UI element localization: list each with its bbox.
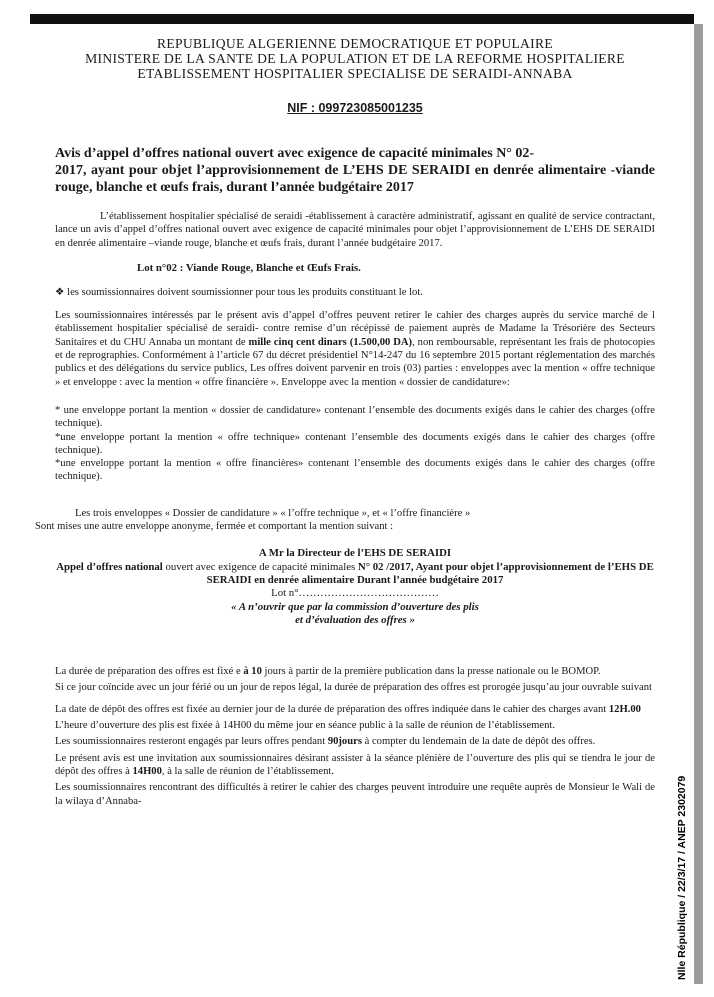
invitation-text-c: , à la salle de réunion de l’établissement.: [161, 765, 334, 777]
address-do-not-open-line2: et d’évaluation des offres »: [295, 613, 415, 626]
address-subject: [55, 561, 655, 588]
envelope-item-candidature: * une enveloppe portant la mention « dossier de candidature» contenant l’ensemble des documents exigés dans le cahier des charges (offre technique).: [55, 404, 655, 430]
deposit-hour: 12H.00: [608, 703, 641, 715]
publication-reference: Nlle République / 22/3/17 / ANEP 2302079: [676, 775, 688, 980]
invitation-text-a: Le présent avis est une invitation aux soumissionnaires désirant assister à la séance plénière de l’ouverture des plis qui se tiendra le jour de dépôt des offres à: [55, 752, 655, 777]
three-envelopes-line1: Les trois enveloppes « Dossier de candidature » « l’offre technique », et « l’offre financière »: [75, 507, 471, 519]
notice-title: [55, 145, 655, 196]
deposit-date: [55, 703, 655, 716]
lot-heading: Lot n°02 : Viande Rouge, Blanche et Œufs Frais.: [137, 261, 361, 274]
envelope-item-technique: *une enveloppe portant la mention « offre technique» contenant l’ensemble des documents exigés dans le cahier des charges (offre technique).: [55, 431, 655, 456]
right-border-bar: [694, 24, 703, 984]
envelope-list: [55, 404, 655, 484]
deposit-text-a: La date de dépôt des offres est fixée au dernier jour de la durée de préparation des offres indiquée dans le cahier des charges avant: [55, 703, 609, 715]
envelope-address-block: [55, 547, 655, 627]
header-line-establishment: ETABLISSEMENT HOSPITALIER SPECIALISE DE SERAIDI-ANNABA: [137, 66, 573, 81]
three-envelopes-paragraph: [35, 507, 655, 534]
invitation-hour: 14H00: [132, 765, 162, 777]
address-subject-c: N° 02 /2017, Ayant pour objet l’approvisionnement de l’EHS DE SERAIDI en denrée alimentaire Durant l’année budgétaire 2017: [206, 560, 654, 586]
diamond-bullet-icon: ❖: [55, 286, 65, 298]
preparation-days: à 10: [243, 666, 262, 678]
three-envelopes-line2: Sont mises une autre enveloppe anonyme, fermée et comportant la mention suivant :: [35, 521, 394, 533]
intro-paragraph: L’établissement hospitalier spécialisé de seraidi -établissement à caractère administratif, agissant en qualité de service contractant, lance un avis d’appel d’offres national ouvert avec exigence de capacité minimales pour objet l’approvisionnement de L’EHS DE SERAIDI en denrée alimentaire –viande rouge, blanche et œufs frais, durant l’année budgétaire 2017.: [55, 211, 655, 249]
preparation-text-c: jours à partir de la première publication dans la presse nationale ou le BOMOP.: [261, 666, 601, 678]
opening-hour: L’heure d’ouverture des plis est fixée à 14H00 du même jour en séance public à la salle de réunion de l’établissement.: [55, 720, 555, 732]
notice-title-rest: 2017, ayant pour objet l’approvisionnement de L’EHS DE SERAIDI en denrée alimentaire -viande rouge, blanche et œufs frais, durant l’année budgétaire 2017: [55, 163, 655, 195]
document-header: [55, 36, 655, 81]
top-border-bar: [30, 14, 694, 24]
bullet-paragraph: [55, 286, 655, 299]
header-line-ministry: MINISTERE DE LA SANTE DE LA POPULATION ET DE LA REFORME HOSPITALIERE: [85, 51, 625, 66]
preparation-text-a: La durée de préparation des offres est fixé e: [55, 666, 244, 678]
document-page: [35, 24, 655, 811]
withdrawal-amount: mille cinq cent dinars (1.500,00 DA): [248, 336, 413, 348]
bullet-text: les soumissionnaires doivent soumissionner pour tous les produits constituant le lot.: [67, 286, 423, 298]
commitment-days: 90jours: [327, 736, 362, 748]
withdrawal-text-c: , non remboursable, représentant les frais de photocopies et de reprographies. Conformément à l’article 67 du décret présidentiel N°14-247 du 16 septembre 2015 portant réglementation des marchés publics et des délégations du service publics, Les offres doivent parvenir en trois (03) parties : enveloppes avec la mention « offre technique » et enveloppe : avec la mention « offre financière ». Enveloppe avec la mention « dossier de candidature»:: [55, 336, 655, 388]
preparation-duration: [55, 665, 655, 678]
holiday-extension: Si ce jour coïncide avec un jour férié ou un jour de repos légal, la durée de préparation des offres est prorogée jusqu’au jour ouvrable suivant: [55, 682, 652, 694]
address-subject-b: ouvert avec exigence de capacité minimales: [165, 560, 356, 573]
withdrawal-paragraph: [55, 309, 655, 389]
commitment-duration: [55, 735, 655, 748]
notice-title-line1: Avis d’appel d’offres national ouvert avec exigence de capacité minimales N° 02-: [55, 146, 535, 161]
address-recipient: A Mr la Directeur de l’EHS DE SERAIDI: [258, 547, 452, 560]
header-line-republic: REPUBLIQUE ALGERIENNE DEMOCRATIQUE ET POPULAIRE: [157, 36, 553, 51]
envelope-item-financiere: *une enveloppe portant la mention « offre financières» contenant l’ensemble des documents exigés dans le cahier des charges (offre technique).: [55, 458, 655, 483]
nif-number: NIF : 099723085001235: [287, 101, 423, 115]
address-subject-a: Appel d’offres national: [56, 560, 166, 573]
invitation-session: [55, 752, 655, 779]
commitment-text-c: à compter du lendemain de la date de dépôt des offres.: [361, 736, 596, 748]
final-conditions: [55, 665, 655, 808]
address-lot-number: Lot n°…………………………………: [271, 587, 439, 600]
commitment-text-a: Les soumissionnaires resteront engagés par leurs offres pendant: [55, 736, 328, 748]
withdrawal-text-a: Les soumissionnaires intéressés par le présent avis d’appel d’offres peuvent retirer le cahier des charges auprès du service marché de l établissement hospitalier spécialisé de seraidi- contre remise d’un récépissé de paiement auprès de Madame la Trésorière des Secteurs Sanitaires et du CHU Annaba un montant de: [55, 310, 655, 348]
difficulty-request: Les soumissionnaires rencontrant des difficultés à retirer le cahier des charges peuvent introduire une requête auprès de Monsieur le Wali de la wilaya d’Annaba-: [55, 782, 655, 807]
address-do-not-open-line1: « A n’ouvrir que par la commission d’ouverture des plis: [231, 600, 479, 613]
